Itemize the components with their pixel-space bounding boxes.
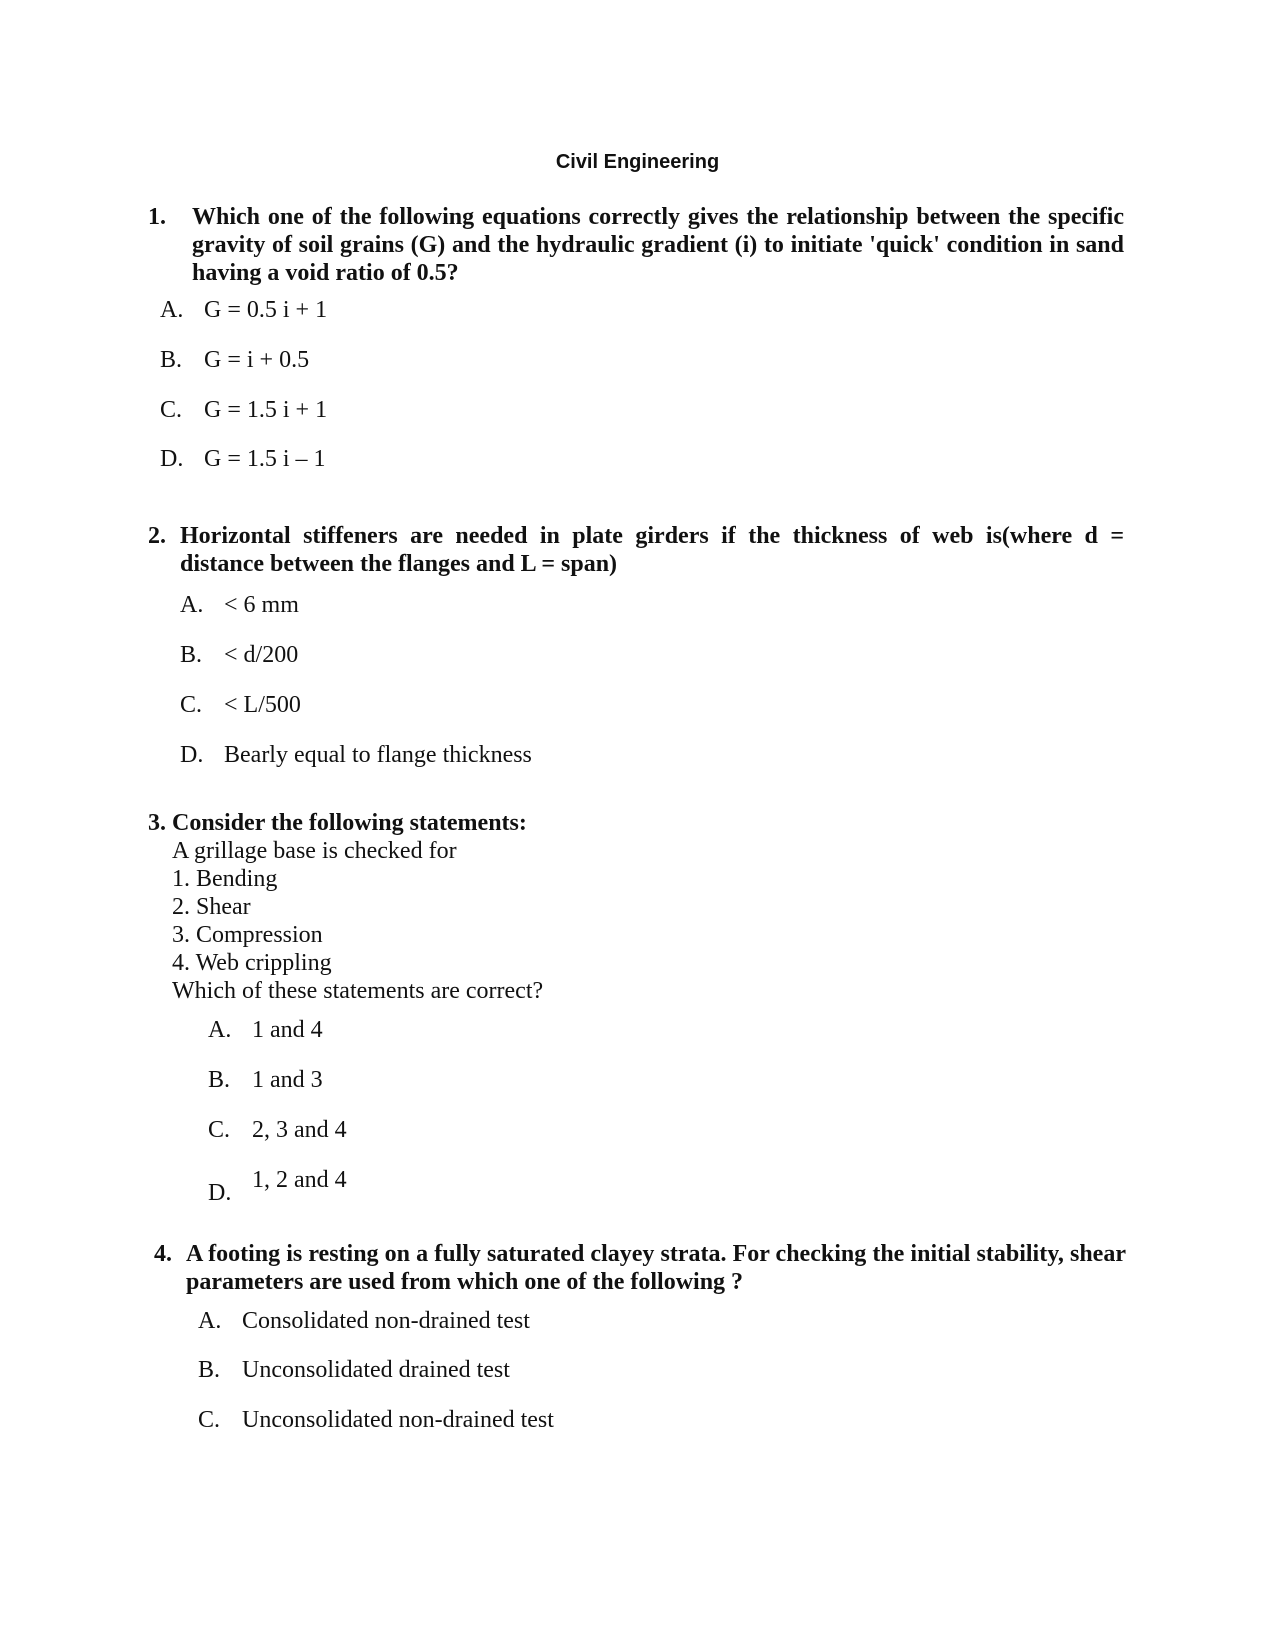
q3-intro: A grillage base is checked for (172, 838, 457, 864)
q2-number: 2. (148, 523, 166, 549)
option-text: < L/500 (224, 692, 301, 718)
option-letter: A. (160, 297, 184, 323)
option-letter: B. (198, 1357, 221, 1383)
q4-option-a[interactable] (198, 1307, 530, 1335)
option-letter: B. (180, 642, 203, 668)
option-text: G = 1.5 i + 1 (204, 397, 328, 423)
option-text: G = 0.5 i + 1 (204, 297, 328, 323)
q3-option-a[interactable] (208, 1016, 323, 1044)
q1-text: Which one of the following equations correctly gives the relationship between the specific gravity of soil grains (G) and the hydraulic gradient (i) to initiate 'quick' condition in sand having a void ratio of 0.5? (192, 204, 1124, 286)
option-letter: C. (208, 1117, 231, 1143)
option-letter: C. (198, 1407, 221, 1433)
q4-number: 4. (154, 1241, 172, 1267)
q3-statement-2: 2. Shear (172, 894, 251, 920)
option-text: G = i + 0.5 (204, 347, 310, 373)
option-letter: C. (160, 397, 183, 423)
q1-number: 1. (148, 204, 166, 230)
option-text: Bearly equal to flange thickness (224, 742, 532, 768)
option-letter: A. (180, 592, 204, 618)
q3-text: Consider the following statements: (172, 810, 527, 836)
q1-option-a[interactable] (160, 296, 327, 324)
option-letter: A. (198, 1308, 222, 1334)
q3-number: 3. (148, 810, 166, 836)
q1-option-b[interactable] (160, 346, 309, 374)
option-text: 2, 3 and 4 (252, 1117, 347, 1143)
option-text: 1 and 4 (252, 1017, 323, 1043)
option-text: Consolidated non-drained test (242, 1308, 530, 1334)
option-text: < d/200 (224, 642, 299, 668)
q2-text: Horizontal stiffeners are needed in plate girders if the thickness of web is(where d = distance between the flanges and L = span) (180, 523, 1124, 577)
q1-option-d[interactable] (160, 445, 326, 473)
q2-option-d[interactable] (180, 741, 532, 769)
option-text: < 6 mm (224, 592, 299, 618)
option-text: Unconsolidated non-drained test (242, 1407, 554, 1433)
q3-question: Which of these statements are correct? (172, 978, 544, 1004)
q4-option-b[interactable] (198, 1356, 510, 1384)
option-letter: D. (160, 446, 184, 472)
q3-statement-3: 3. Compression (172, 922, 323, 948)
q1-option-c[interactable] (160, 396, 327, 424)
q2-option-b[interactable] (180, 641, 298, 669)
option-letter: B. (160, 347, 183, 373)
q2-option-c[interactable] (180, 691, 301, 719)
q3-statement-4: 4. Web crippling (172, 950, 332, 976)
option-letter: D. (208, 1180, 232, 1206)
q2-option-a[interactable] (180, 591, 299, 619)
q3-option-d[interactable] (208, 1166, 347, 1206)
q3-statement-1: 1. Bending (172, 866, 278, 892)
option-text: Unconsolidated drained test (242, 1357, 510, 1383)
option-text: 1, 2 and 4 (252, 1167, 347, 1193)
option-text: G = 1.5 i – 1 (204, 446, 326, 472)
q4-text: A footing is resting on a fully saturated clayey strata. For checking the initial stability, shear parameters are used from which one of the following ? (186, 1241, 1126, 1295)
q3-option-b[interactable] (208, 1066, 323, 1094)
option-text: 1 and 3 (252, 1067, 323, 1093)
q3-option-c[interactable] (208, 1116, 347, 1144)
q4-option-c[interactable] (198, 1406, 554, 1434)
option-letter: B. (208, 1067, 231, 1093)
option-letter: C. (180, 692, 203, 718)
page-title: Civil Engineering (555, 151, 720, 173)
option-letter: D. (180, 742, 204, 768)
option-letter: A. (208, 1017, 232, 1043)
